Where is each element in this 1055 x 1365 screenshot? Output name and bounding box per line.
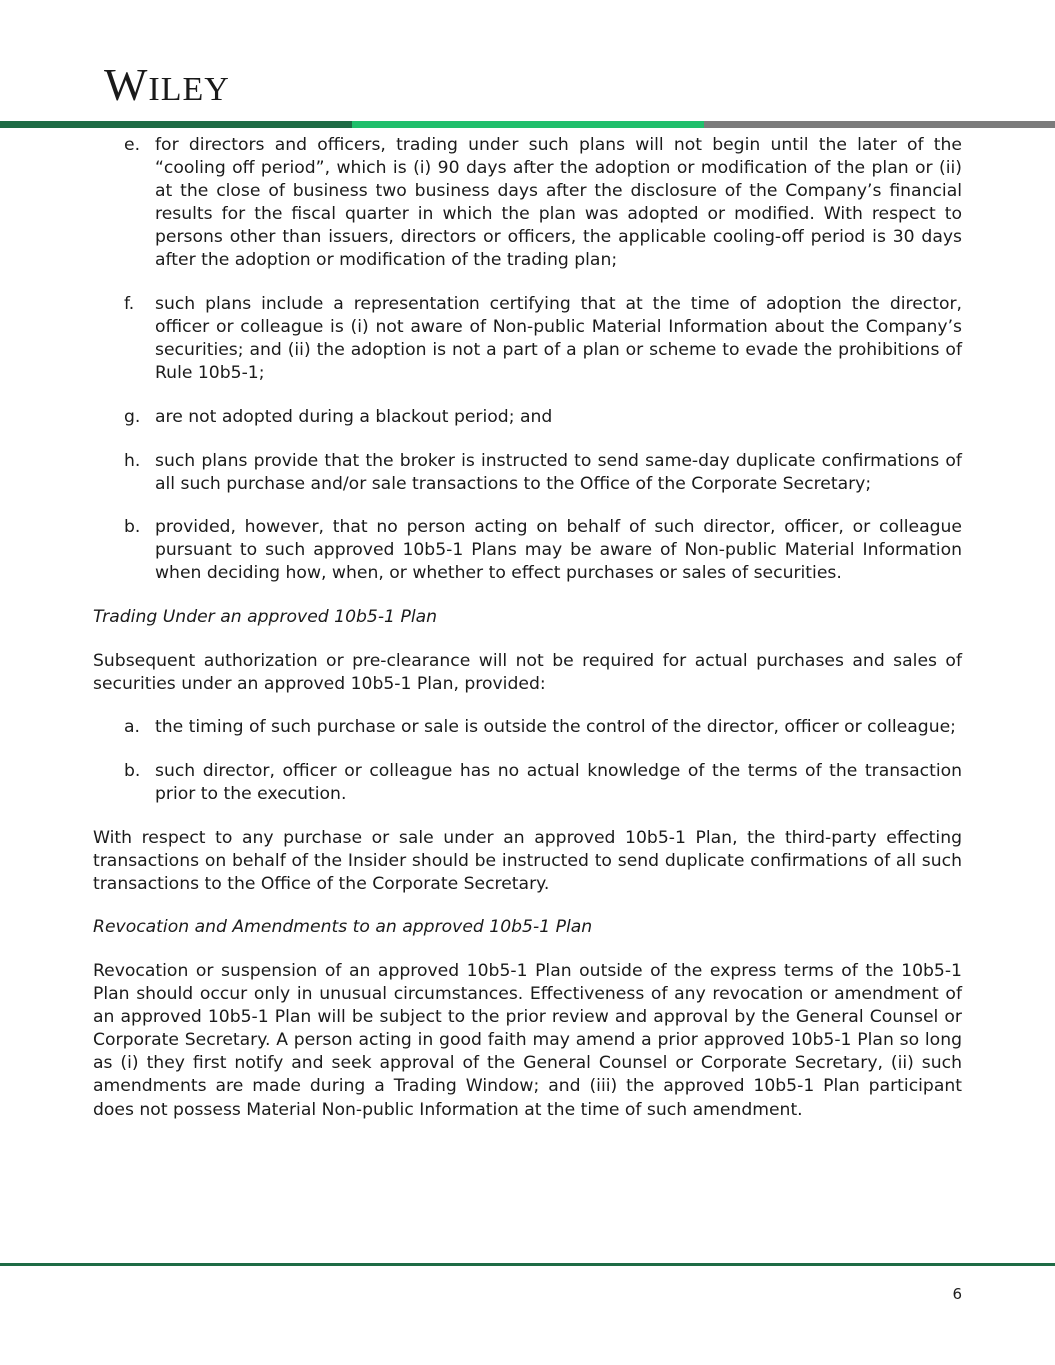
wiley-logo <box>104 59 230 110</box>
header-bar-gray <box>704 121 1055 128</box>
list-marker: b. <box>124 760 141 781</box>
list-item-text: for directors and officers, trading under such plans will not begin until the later of the “cooling off period”, which is (i) 90 days after the adoption or modification of the plan or (ii) at the close of business two business days after the disclosure of the Company’s financial results for the fiscal quarter in which the plan was adopted or modified. With respect to persons other than issuers, directors or officers, the applicable cooling-off period is 30 days after the adoption or modification of the trading plan; <box>155 135 962 271</box>
header-color-bar <box>0 121 1055 128</box>
list-marker: f. <box>124 294 135 315</box>
list-item-text: are not adopted during a blackout period; and <box>155 406 553 427</box>
section-heading-revocation: Revocation and Amendments to an approved 10b5-1 Plan <box>93 917 593 938</box>
list-item <box>93 406 962 429</box>
logo-rest: ILEY <box>148 71 230 108</box>
list-item <box>93 516 962 585</box>
list-item-text: such plans provide that the broker is instructed to send same-day duplicate confirmations of all such purchase and/or sale transactions to the Office of the Corporate Secretary; <box>155 450 962 494</box>
header-bar-bright-green <box>352 121 704 128</box>
list-marker: h. <box>124 450 141 471</box>
list-item <box>93 134 962 273</box>
list-item-text: the timing of such purchase or sale is outside the control of the director, officer or colleague; <box>155 717 956 738</box>
list-item <box>93 450 962 496</box>
logo-initial: W <box>104 59 149 110</box>
list-item-text: such plans include a representation certifying that at the time of adoption the director, officer or colleague is (i) not aware of Non-public Material Information about the Company’s securities; and (ii) the adoption is not a part of a plan or scheme to evade the prohibitions of Rule 10b5-1; <box>155 294 962 384</box>
list-item <box>93 293 962 385</box>
section-heading-trading: Trading Under an approved 10b5-1 Plan <box>93 607 438 627</box>
list-item-text: provided, however, that no person acting on behalf of such director, officer, or colleague pursuant to such approved 10b5-1 Plans may be aware of Non-public Material Information when deciding how, when, or whether to effect purchases or sales of securities. <box>155 517 962 584</box>
page-number: 6 <box>952 1285 962 1303</box>
list-marker: b. <box>124 517 141 538</box>
list-marker: e. <box>124 135 141 155</box>
footer-divider <box>0 1263 1055 1266</box>
paragraph-trading-closing: With respect to any purchase or sale under an approved 10b5-1 Plan, the third-party effecting transactions on behalf of the Insider should be instructed to send duplicate confirmations of all such transactions to the Office of the Corporate Secretary. <box>93 827 962 894</box>
list-item <box>93 716 962 739</box>
list-marker: a. <box>124 717 140 738</box>
paragraph-trading-intro: Subsequent authorization or pre-clearance will not be required for actual purchases and sales of securities under an approved 10b5-1 Plan, provided: <box>93 650 962 694</box>
header-bar-dark-green <box>0 121 352 128</box>
document-body <box>93 134 962 1142</box>
list-item <box>93 760 962 806</box>
list-item-text: such director, officer or colleague has no actual knowledge of the terms of the transaction prior to the execution. <box>155 760 962 804</box>
list-marker: g. <box>124 406 141 427</box>
paragraph-revocation: Revocation or suspension of an approved 10b5-1 Plan outside of the express terms of the 10b5-1 Plan should occur only in unusual circumstances. Effectiveness of any revocation or amendment of an approved 10b5-1 Plan will be subject to the prior review and approval by the General Counsel or Corporate Secretary. A person acting in good faith may amend a prior approved 10b5-1 Plan so long as (i) they first notify and seek approval of the General Counsel or Corporate Secretary, (ii) such amendments are made during a Trading Window; and (iii) the approved 10b5-1 Plan participant does not possess Material Non-public Information at the time of such amendment. <box>93 960 962 1120</box>
